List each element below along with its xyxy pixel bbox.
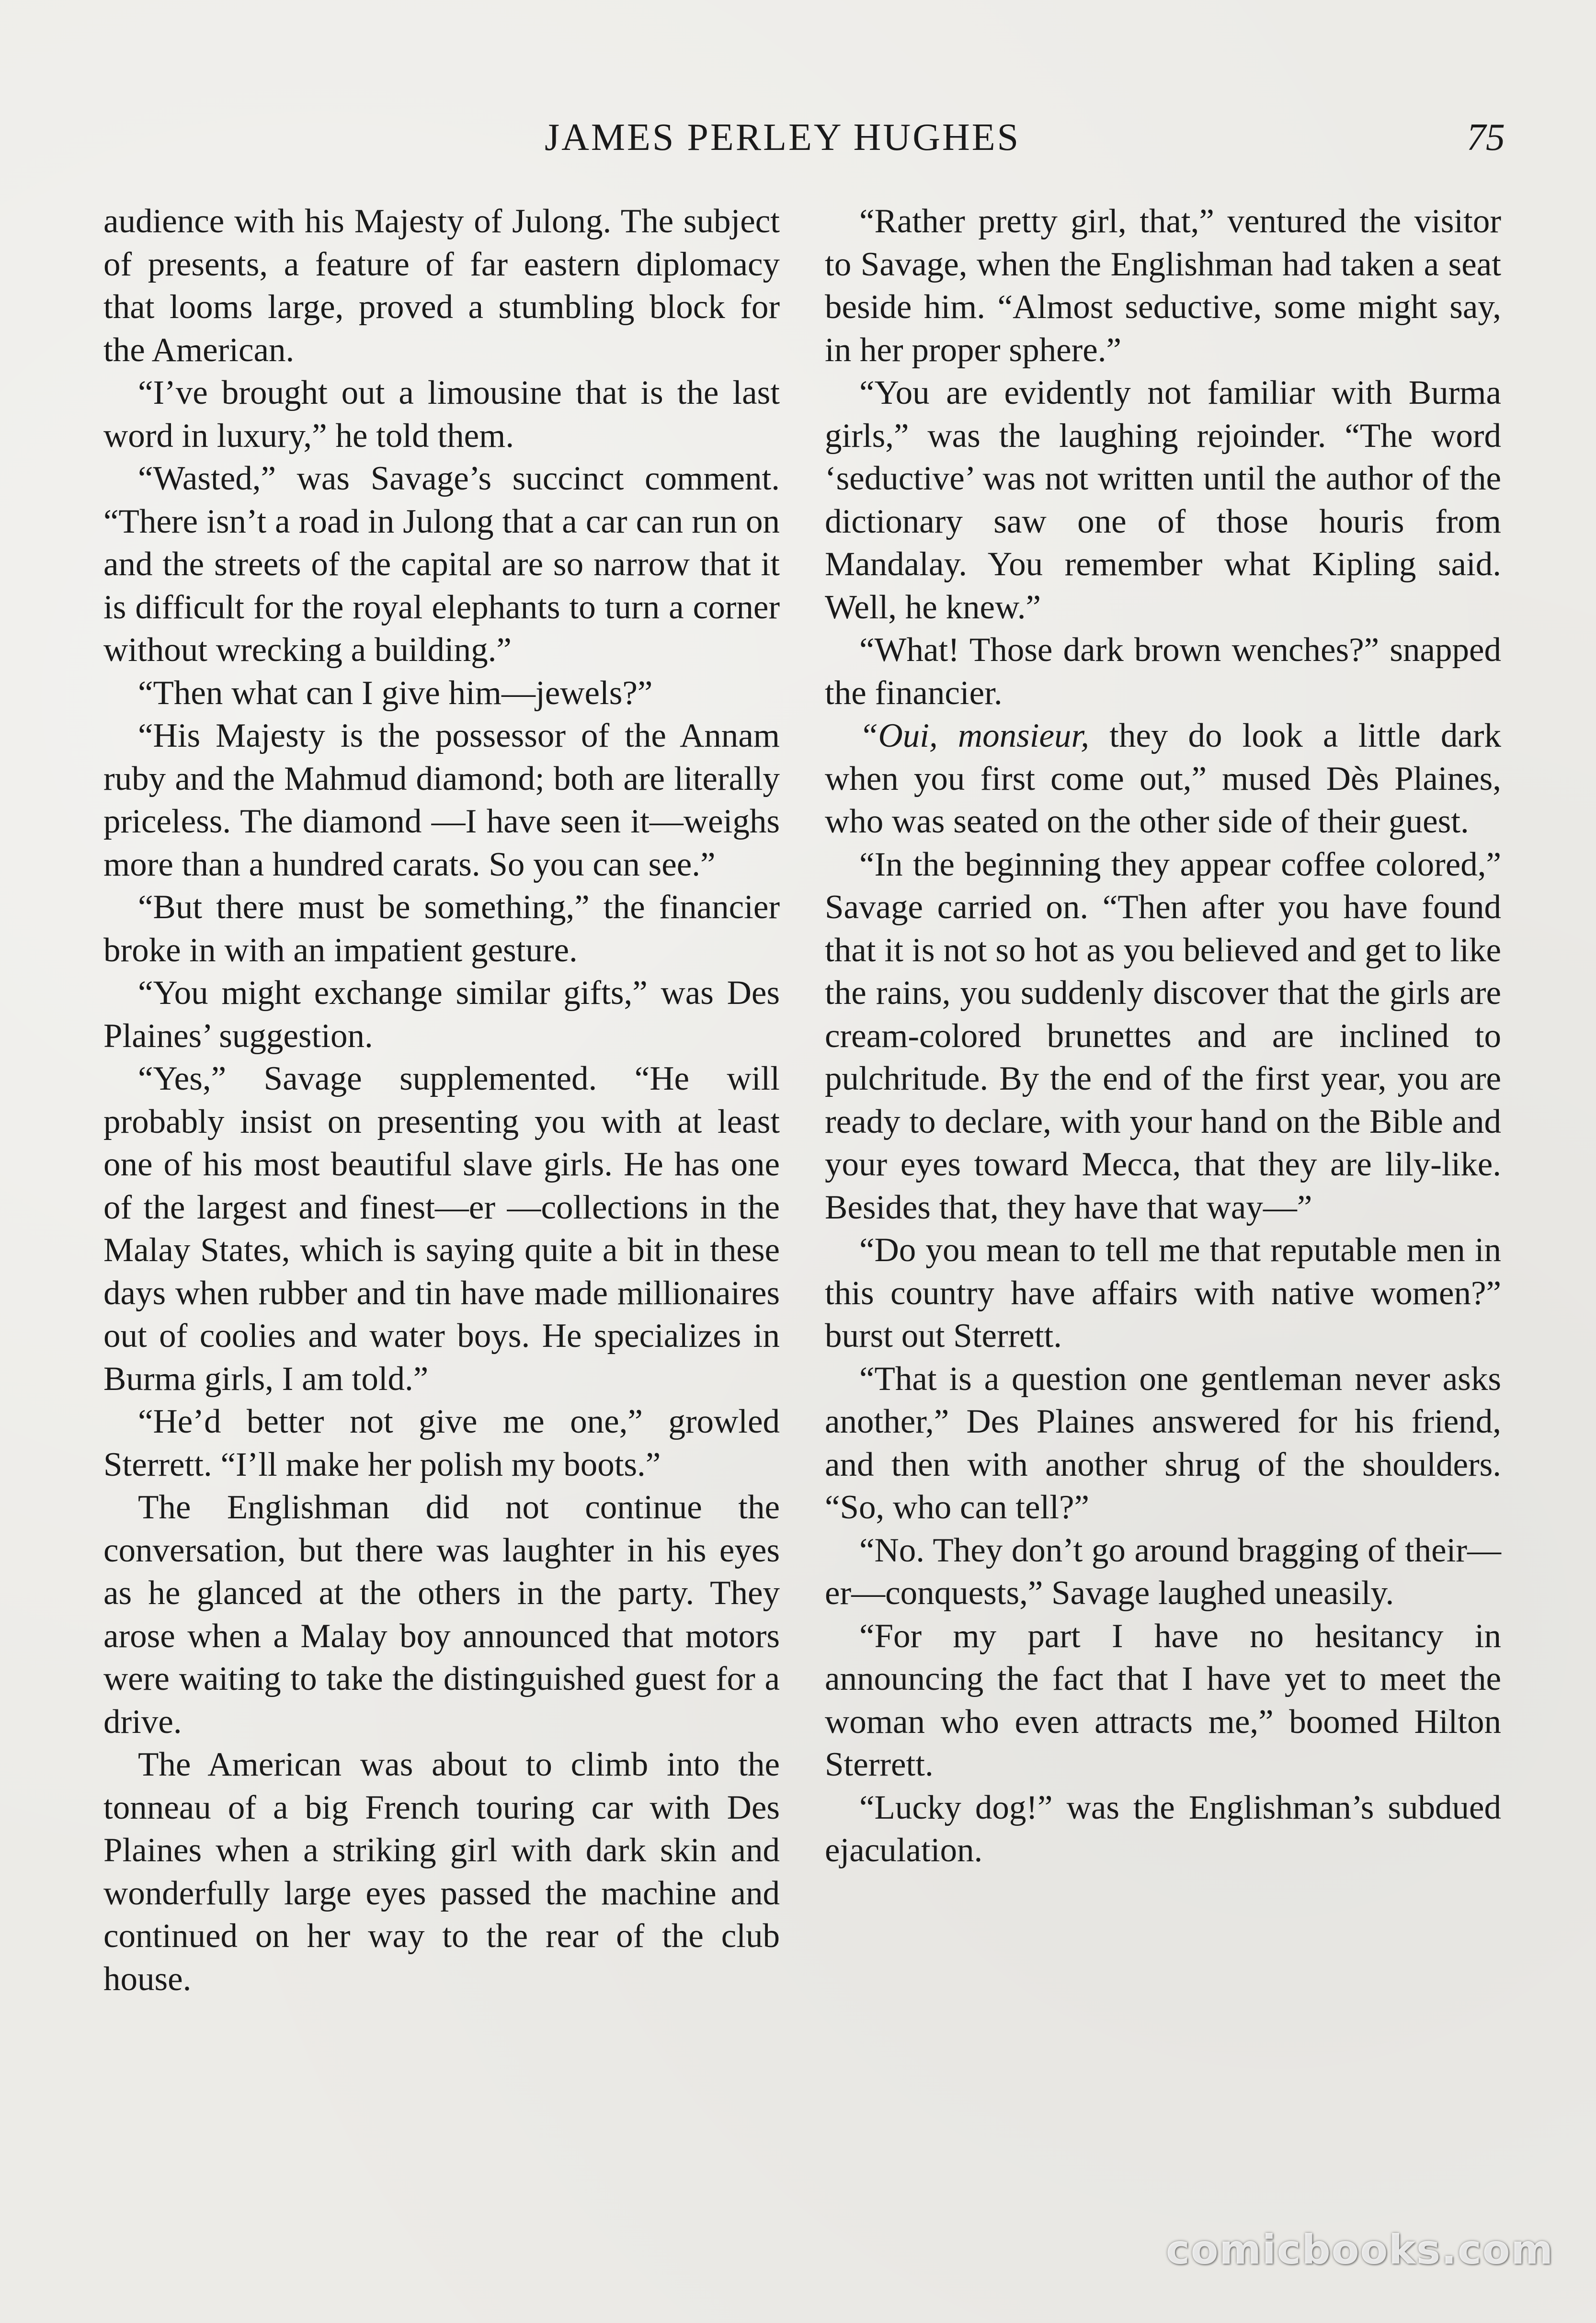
paragraph: “You are evidently not familiar with Burma girls,” was the laughing rejoinder. “The word ‘seductive’ was not written until the author of the dictionary saw one of those houris from Mandalay. You remember what Kipling said. Well, he knew.”	[825, 374, 1501, 626]
paragraph: “For my part I have no hesitancy in announcing the fact that I have yet to meet the woman who even attracts me,” boomed Hilton Sterrett.	[825, 1617, 1501, 1783]
paragraph: “Then what can I give him—jewels?”	[138, 674, 653, 712]
paragraph: The American was about to climb into the tonneau of a big French touring car with Des Plaines when a striking girl with dark skin and wonderfully large eyes passed the machine and continued on her way to the rear of the club house.	[103, 1746, 780, 1998]
paragraph: “Wasted,” was Savage’s succinct comment. “There isn’t a road in Julong that a car can run on and the streets of the capital are so narrow that it is difficult for the royal elephants to turn a corner without wrecking a building.”	[103, 460, 780, 669]
paragraph: “I’ve brought out a limousine that is the last word in luxury,” he told them.	[103, 374, 780, 455]
page-number: 75	[1467, 116, 1505, 159]
watermark: comicbooks.com	[1166, 2226, 1554, 2273]
paragraph: “That is a question one gentleman never asks another,” Des Plaines answered for his friend, and then with another shrug of the shoulders. “So, who can tell?”	[825, 1360, 1501, 1526]
paragraph: “Lucky dog!” was the Englishman’s subdued ejaculation.	[825, 1788, 1501, 1869]
paragraph: audience with his Majesty of Julong. The subject of presents, a feature of far eastern diplomacy that looms large, proved a stumbling block for the American.	[103, 203, 780, 369]
paragraph: “Do you mean to tell me that reputable men in this country have affairs with native women?” burst out Sterrett.	[825, 1231, 1501, 1355]
paragraph: “In the beginning they appear coffee colored,” Savage carried on. “Then after you have found that it is not so hot as you believed and get to like the rains, you suddenly discover that the girls are cream-colored brunettes and are inclined to pulchritude. By the end of the first year, you are ready to declare, with your hand on the Bible and your eyes toward Mecca, that they are lily-like. Besides that, they have that way—”	[825, 845, 1501, 1226]
running-head	[0, 111, 1596, 164]
italic-phrase: “Oui, monsieur,	[859, 717, 1090, 754]
paragraph-text: they do look a little dark when you first come out,” mused Dès Plaines, who was seated on the other side of their guest.	[825, 717, 1501, 840]
paragraph: “No. They don’t go around bragging of their—er—conquests,” Savage laughed uneasily.	[825, 1531, 1501, 1612]
paragraph	[825, 715, 1501, 843]
paragraph: “Rather pretty girl, that,” ventured the visitor to Savage, when the Englishman had taken a seat beside him. “Almost seductive, some might say, in her proper sphere.”	[825, 203, 1501, 369]
paragraph: “He’d better not give me one,” growled Sterrett. “I’ll make her polish my boots.”	[103, 1403, 780, 1483]
author-running-title: JAMES PERLEY HUGHES	[545, 116, 1021, 159]
paragraph: “Yes,” Savage supplemented. “He will probably insist on presenting you with at least one of his most beautiful slave girls. He has one of the largest and finest—er —collections in the Malay States, which is saying quite a bit in these days when rubber and tin have made millionaires out of coolies and water boys. He specializes in Burma girls, I am told.”	[103, 1060, 780, 1398]
paragraph: “What! Those dark brown wenches?” snapped the financier.	[825, 631, 1501, 712]
paragraph: “But there must be something,” the financier broke in with an impatient gesture.	[103, 888, 780, 969]
paragraph: “You might exchange similar gifts,” was Des Plaines’ suggestion.	[103, 974, 780, 1055]
right-column	[825, 200, 1501, 1872]
paragraph: The Englishman did not continue the conversation, but there was laughter in his eyes as he glanced at the others in the party. They arose when a Malay boy announced that motors were waiting to take the distinguished guest for a drive.	[103, 1489, 780, 1741]
left-column	[103, 200, 780, 2001]
paragraph: “His Majesty is the possessor of the Annam ruby and the Mahmud diamond; both are literally priceless. The diamond —I have seen it—weighs more than a hundred carats. So you can see.”	[103, 717, 780, 883]
